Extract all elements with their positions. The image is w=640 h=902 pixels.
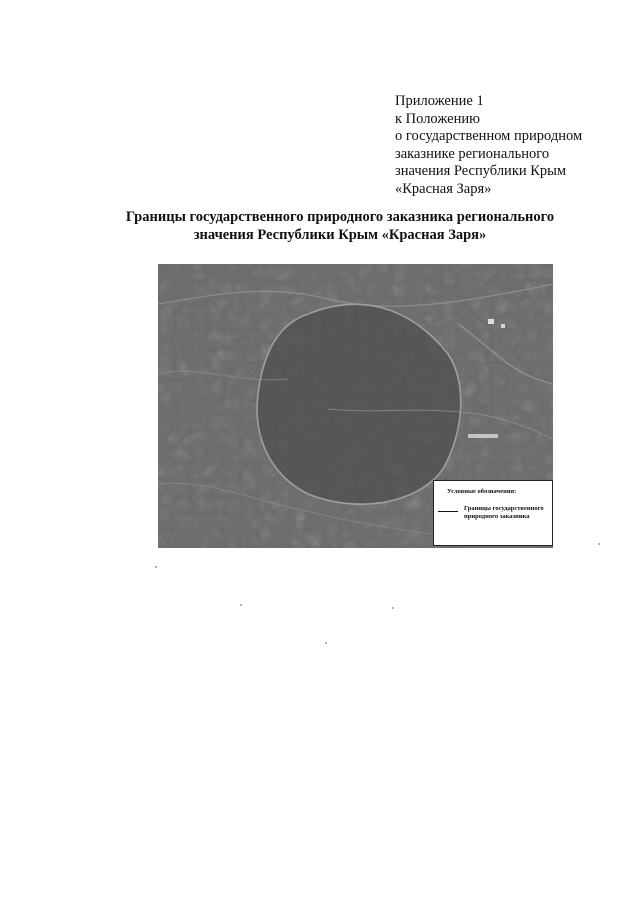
appendix-line-2: к Положению [395, 110, 480, 127]
appendix-block [395, 93, 635, 198]
appendix-line-6: «Красная Заря» [395, 180, 492, 197]
legend-title: Условные обозначения: [447, 488, 517, 495]
document-title-line-2: значения Республики Крым «Красная Заря» [193, 226, 487, 243]
document-title [100, 209, 580, 244]
map-building-2 [501, 324, 505, 328]
appendix-line-4: заказнике регионального [395, 145, 550, 162]
appendix-line-5: значения Республики Крым [395, 163, 567, 179]
scan-speck [155, 566, 157, 568]
scan-speck [392, 607, 394, 609]
scan-speck [325, 642, 327, 644]
scan-speck [598, 543, 600, 545]
appendix-line-3: о государственном природном [395, 128, 583, 144]
appendix-line-1: Приложение 1 [395, 93, 484, 109]
document-title-line-1: Границы государственного природного заказника регионального [125, 209, 555, 225]
map-legend [433, 480, 553, 546]
map-label-strip [468, 434, 498, 438]
scan-speck [240, 604, 242, 606]
map-building-1 [488, 319, 494, 324]
legend-boundary-label: Границы государственного природного заказника [464, 505, 544, 520]
legend-boundary-symbol [438, 511, 458, 512]
